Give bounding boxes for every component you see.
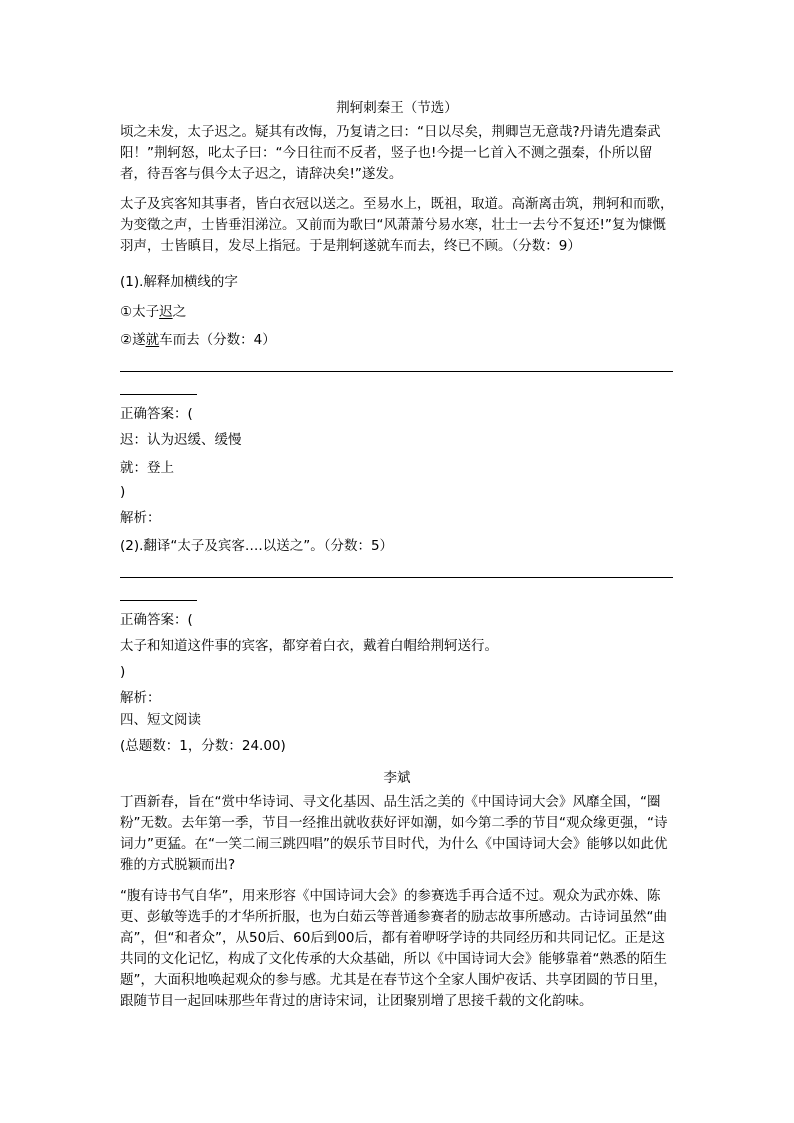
question-1-item-1	[120, 300, 674, 320]
passage-paragraph-1: 顷之未发，太子迟之。疑其有改悔，乃复请之曰：“日以尽矣，荆卿岂无意哉?丹请先遣秦武阳！”荆轲怒，叱太子曰：“今日往而不反者，竖子也!今提一匕首入不测之强秦，仆所以留者，待吾客与俱今太子迟之，请辞决矣!”遂发。	[120, 124, 661, 182]
q1-answer-close: )	[120, 484, 126, 500]
item-2-suffix: 车而去（分数：4）	[159, 332, 276, 348]
item-2-underlined-word: 就	[145, 332, 160, 348]
q1-answer-line-1: 迟：认为迟缓、缓慢	[120, 432, 242, 448]
article-author: 李斌	[383, 770, 411, 786]
answer-line	[120, 371, 673, 372]
answer-line-short	[120, 394, 197, 395]
q2-answer-label: 正确答案：(	[120, 612, 193, 628]
question-1-item-2	[120, 328, 674, 348]
passage-paragraph-2: 太子及宾客知其事者，皆白衣冠以送之。至易水上，既祖，取道。高渐离击筑，荆轲和而歌，为变徵之声，士皆垂泪涕泣。又前而为歌曰“风萧萧兮易水寒，壮士一去兮不复还!”复为慷慨羽声，士皆瞋目，发尽上指冠。于是荆轲遂就车而去，终已不顾。（分数：9）	[120, 196, 674, 254]
section-meta: (总题数：1，分数：24.00)	[120, 738, 286, 754]
question-2-stem: (2).翻译“太子及宾客….以送之”。（分数：5）	[120, 538, 394, 554]
item-2-prefix: ②遂	[120, 332, 146, 348]
item-1-suffix: 之	[172, 304, 187, 320]
question-1-stem: (1).解释加横线的字	[120, 274, 238, 290]
q1-answer-label: 正确答案：(	[120, 406, 193, 422]
answer-line-short	[120, 600, 197, 601]
q1-analysis-label: 解析：	[120, 510, 161, 526]
answer-line	[120, 577, 673, 578]
item-1-prefix: ①太子	[120, 304, 160, 320]
article-paragraph-2: “腹有诗书气自华”，用来形容《中国诗词大会》的参赛选手再合适不过。观众为武亦姝、陈更、彭敏等选手的才华所折服，也为白茹云等普通参赛者的励志故事所感动。古诗词虽然“曲高”，但“和者众”，从50后、60后到00后，都有着咿呀学诗的共同经历和共同记忆。正是这共同的文化记忆，构成了文化传承的大众基础，所以《中国诗词大会》能够靠着“熟悉的陌生题”，大面积地唤起观众的参与感。尤其是在春节这个全家人围炉夜话、共享团圆的节日里，跟随节目一起回味那些年背过的唐诗宋词，让团聚别增了思接千载的文化韵味。	[120, 888, 667, 1009]
article-paragraph-1: 丁酉新春，旨在“赏中华诗词、寻文化基因、品生活之美的《中国诗词大会》风靡全国，“圈粉”无数。去年第一季，节目一经推出就收获好评如潮，如今第二季的节目“观众缘更强，“诗词力”更猛。在“一笑二闹三跳四唱”的娱乐节目时代，为什么《中国诗词大会》能够以如此优雅的方式脱颖而出?	[120, 794, 668, 873]
q2-answer-line-1: 太子和知道这件事的宾客，都穿着白衣，戴着白帽给荆轲送行。	[120, 638, 498, 654]
q2-analysis-label: 解析：	[120, 690, 161, 706]
item-1-underlined-word: 迟	[159, 304, 173, 320]
section-heading: 四、短文阅读	[120, 712, 201, 728]
passage-title: 荆轲刺秦王（节选）	[336, 100, 458, 116]
q2-answer-close: )	[120, 664, 126, 680]
q1-answer-line-2: 就：登上	[120, 460, 174, 476]
